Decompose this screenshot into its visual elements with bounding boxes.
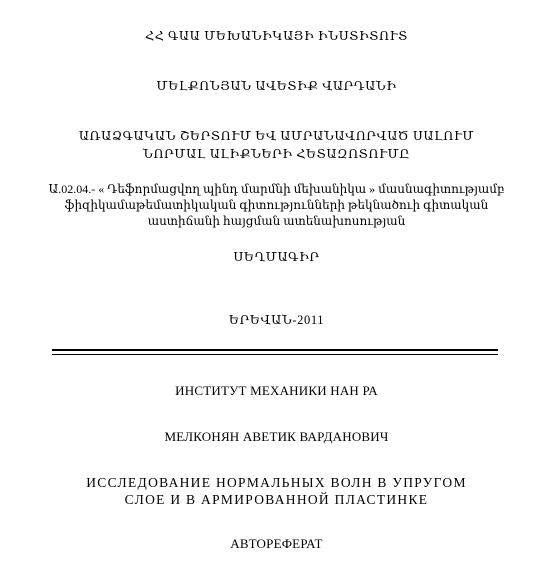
- armenian-institute: ՀՀ ԳԱԱ ՄԵԽԱՆԻԿԱՅԻ ԻՆՍՏԻՏՈՒՏ: [145, 29, 408, 43]
- russian-title-line-2: СЛОЕ И В АРМИРОВАННОЙ ПЛАСТИНКЕ: [124, 492, 429, 507]
- armenian-specialty-line-2: ֆիզիկամաթեմատիկական գիտությունների թեկնածուի գիտական: [64, 198, 489, 212]
- armenian-title-line-2: ՆՈՐՄԱԼ ԱԼԻՔՆԵՐԻ ՀԵՏԱԶՈՏՈՒՄԸ: [142, 147, 411, 161]
- armenian-document-type: ՍԵՂՄԱԳԻՐ: [233, 250, 320, 264]
- russian-author-name: МЕЛКОНЯН АВЕТИК ВАРДАНОВИЧ: [164, 429, 389, 444]
- armenian-city-year: ԵՐԵՎԱՆ-2011: [228, 313, 325, 327]
- armenian-specialty-line-1: Ա.02.04.- « Դեֆորմացվող պինդ մարմնի մեխանիկա » մասնագիտությամբ: [48, 182, 505, 196]
- russian-title-line-1: ИССЛЕДОВАНИЕ НОРМАЛЬНЫХ ВОЛН В УПРУГОМ: [86, 475, 467, 490]
- divider-rule-thin: [52, 354, 498, 355]
- divider-rule-thick: [52, 349, 498, 351]
- armenian-specialty-line-3: աստիճանի հայցման ատենախոսության: [147, 214, 406, 228]
- russian-document-type: АВТОРЕФЕРАТ: [230, 536, 323, 551]
- armenian-title-line-1: ԱՌԱՁԳԱԿԱՆ ՇԵՐՏՈՒՄ ԵՎ ԱՄՐԱՆԱՎՈՐՎԱԾ ՍԱԼՈՒՄ: [78, 129, 475, 143]
- russian-institute: ИНСТИТУТ МЕХАНИКИ НАН РА: [175, 383, 378, 398]
- armenian-author-name: ՄԵԼՔՈՆՅԱՆ ԱՎԵՏԻՔ ՎԱՐԴԱՆԻ: [156, 79, 397, 93]
